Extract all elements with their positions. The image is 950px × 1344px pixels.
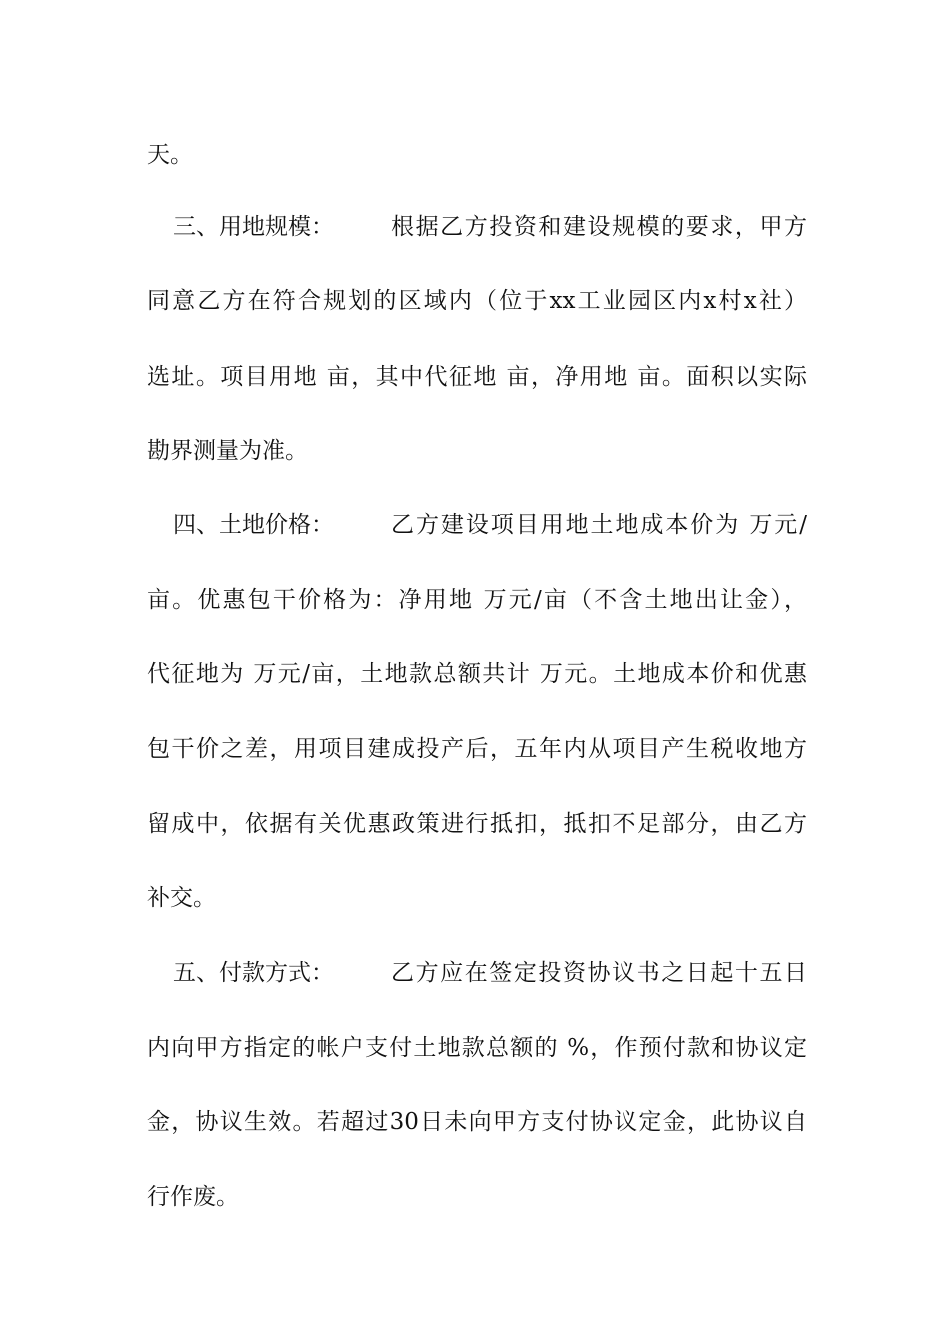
paragraph-line: 金，协议生效。若超过30日未向甲方支付协议定金，此协议自 [147,1109,807,1135]
section-text: 根据乙方投资和建设规模的要求，甲方 [391,214,807,240]
paragraph-line: 代征地为 万元/亩，土地款总额共计 万元。土地成本价和优惠 [147,661,807,687]
paragraph-line: 包干价之差，用项目建成投产后，五年内从项目产生税收地方 [147,736,807,762]
section-heading: 三、用地规模： [173,214,334,240]
paragraph-line: 选址。项目用地 亩，其中代征地 亩，净用地 亩。面积以实际 [147,364,807,390]
paragraph-line: 亩。优惠包干价格为：净用地 万元/亩（不含土地出让金）， [147,587,807,613]
section-heading: 五、付款方式： [173,960,334,986]
paragraph-line: 内向甲方指定的帐户支付土地款总额的 %，作预付款和协议定 [147,1035,807,1061]
section-heading-line-land-scale [173,211,807,243]
paragraph-line: 同意乙方在符合规划的区域内（位于xx工业园区内x村x社） [147,288,807,314]
paragraph-line: 留成中，依据有关优惠政策进行抵扣，抵扣不足部分，由乙方 [147,811,807,837]
paragraph-line: 补交。 [147,885,216,911]
section-heading-line-payment [173,957,807,989]
paragraph-line: 勘界测量为准。 [147,438,308,464]
paragraph-line: 行作废。 [147,1184,239,1210]
section-text: 乙方建设项目用地土地成本价为 万元/ [391,512,807,538]
section-heading: 四、土地价格： [173,512,334,538]
paragraph-line: 天。 [147,142,193,168]
section-heading-line-land-price [173,509,807,541]
section-text: 乙方应在签定投资协议书之日起十五日 [391,960,807,986]
